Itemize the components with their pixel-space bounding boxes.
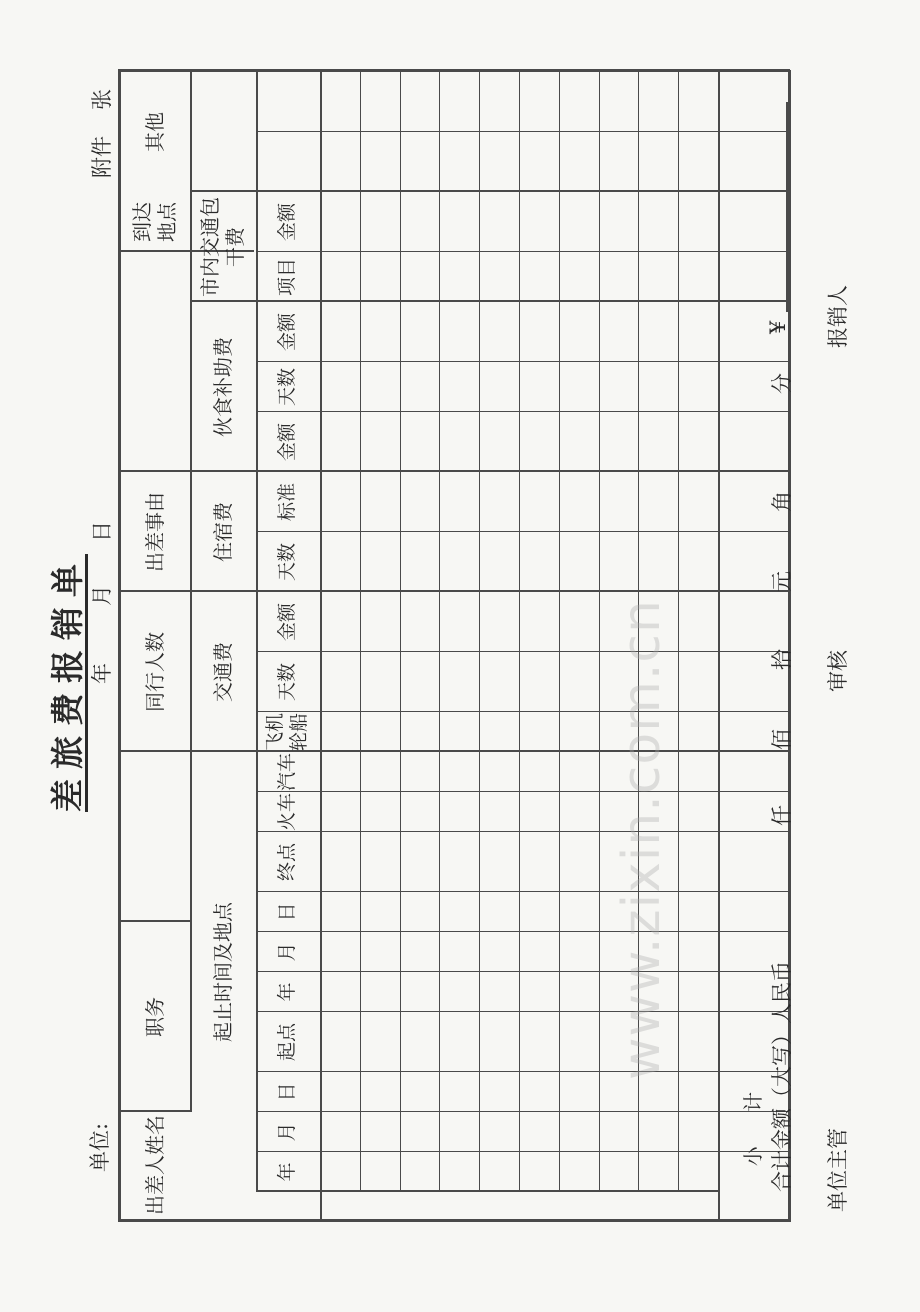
table-border-top (118, 70, 121, 1222)
date-day-label: 日 (90, 521, 114, 542)
grid-column-line (256, 751, 790, 752)
grid-column-line (256, 531, 790, 532)
grid-row-line (678, 72, 679, 1192)
line-h3 (190, 72, 192, 192)
line-v-name (118, 1110, 190, 1112)
grid-row-line (400, 72, 401, 1192)
grid-column-line (256, 131, 790, 132)
grid-row-line (559, 72, 560, 1192)
grid-column-line (256, 1071, 790, 1072)
subheader-col-year-2: 年 (276, 982, 299, 1002)
companions-header: 同行人数 (142, 632, 167, 712)
grid-column-line (256, 971, 790, 972)
subheader-other-amount: 金额 (276, 203, 299, 242)
meal-group-header: 伙食补助费 (210, 337, 235, 437)
grid-column-line (256, 891, 790, 892)
grid-column-line (256, 1111, 790, 1112)
watermark-text: www.zixin.com.cn (612, 599, 672, 1080)
total-jiao: 角 (770, 491, 794, 512)
position-header: 职务 (142, 997, 167, 1037)
grid-column-line (256, 251, 790, 252)
grid-row-line (439, 72, 440, 1192)
line-v-left-body (256, 1190, 720, 1192)
unit-label: 单位: (88, 1122, 112, 1172)
grid-column-line (256, 301, 790, 302)
grid-column-line (256, 191, 790, 192)
lodging-group-header: 住宿费 (210, 502, 235, 562)
subheader-meal-amount: 金额 (276, 423, 299, 462)
subheader-col-day-1: 日 (276, 1082, 299, 1102)
grid-column-line (256, 471, 790, 472)
grid-column-line (256, 1151, 790, 1152)
subheader-city-amount: 金额 (276, 313, 299, 352)
time-place-group-header: 起止时间及地点 (210, 902, 235, 1042)
subheader-col-month-2: 月 (276, 942, 299, 962)
city-transport-group-header: 市内交通包干费 (198, 197, 247, 297)
total-bai: 佰 (770, 729, 794, 750)
total-qian: 仟 (770, 805, 794, 826)
subheader-col-month-1: 月 (276, 1122, 299, 1142)
line-v-position (118, 920, 190, 922)
date-month-label: 月 (90, 585, 114, 606)
total-yuan: 元 (770, 571, 794, 592)
subheader-col-year-1: 年 (276, 1162, 299, 1182)
attachment-sheets-label: 张 (90, 89, 114, 110)
grid-column-line (256, 831, 790, 832)
supervisor-signature-label: 单位主管 (826, 1128, 850, 1212)
subheader-col-train: 火车 (276, 792, 299, 831)
transport-group-header: 交通费 (210, 642, 235, 702)
subheader-other-item: 项目 (276, 258, 299, 297)
subtotal-label: 小 计 (740, 1077, 765, 1167)
form-title: 差旅费报销单 (48, 554, 87, 812)
subheader-lodging-amount: 金额 (276, 603, 299, 642)
claimant-signature-label: 报销人 (826, 285, 850, 348)
subheader-col-end: 终点 (276, 843, 299, 882)
subheader-col-day-2: 日 (276, 902, 299, 922)
other-group-header: 其他 (142, 112, 167, 152)
subheader-col-plane-ship: 飞机轮船 (264, 712, 310, 751)
total-fen: 分 (770, 373, 794, 394)
grid-column-line (256, 591, 790, 592)
line-v-purpose-end (118, 470, 190, 472)
date-year-label: 年 (90, 663, 114, 684)
total-shi: 拾 (770, 649, 794, 670)
table-border-right (118, 69, 790, 72)
grid-row-line (360, 72, 361, 1192)
traveler-name-header: 出差人姓名 (142, 1115, 167, 1215)
trip-purpose-header: 出差事由 (142, 492, 167, 572)
grid-column-line (256, 411, 790, 412)
table-border-left (118, 1219, 790, 1222)
total-label: 合计金额（大写）人民币 (770, 961, 794, 1192)
reviewer-signature-label: 审核 (826, 650, 850, 692)
grid-column-line (256, 931, 790, 932)
subheader-meal-standard: 标准 (276, 483, 299, 522)
attachment-label: 附件 (90, 136, 114, 178)
grid-column-line (256, 651, 790, 652)
grid-row-line (599, 72, 600, 1192)
grid-column-line (256, 1011, 790, 1012)
total-yen-sign: ¥ (766, 320, 790, 334)
subheader-meal-days: 天数 (276, 543, 299, 582)
grid-column-line (256, 711, 790, 712)
grid-column-line (256, 791, 790, 792)
subheader-col-start: 起点 (276, 1023, 299, 1062)
grid-row-line (479, 72, 480, 1192)
total-amount-underline (786, 102, 788, 312)
grid-column-line (256, 361, 790, 362)
destination-header: 到达地点 (130, 202, 179, 242)
line-v-companions (118, 750, 190, 752)
line-v-purpose (118, 590, 190, 592)
grid-row-line (519, 72, 520, 1192)
subheader-city-days: 天数 (276, 368, 299, 407)
line-body-top (320, 70, 322, 1222)
subheader-col-bus: 汽车 (276, 752, 299, 791)
subheader-lodging-days: 天数 (276, 663, 299, 702)
